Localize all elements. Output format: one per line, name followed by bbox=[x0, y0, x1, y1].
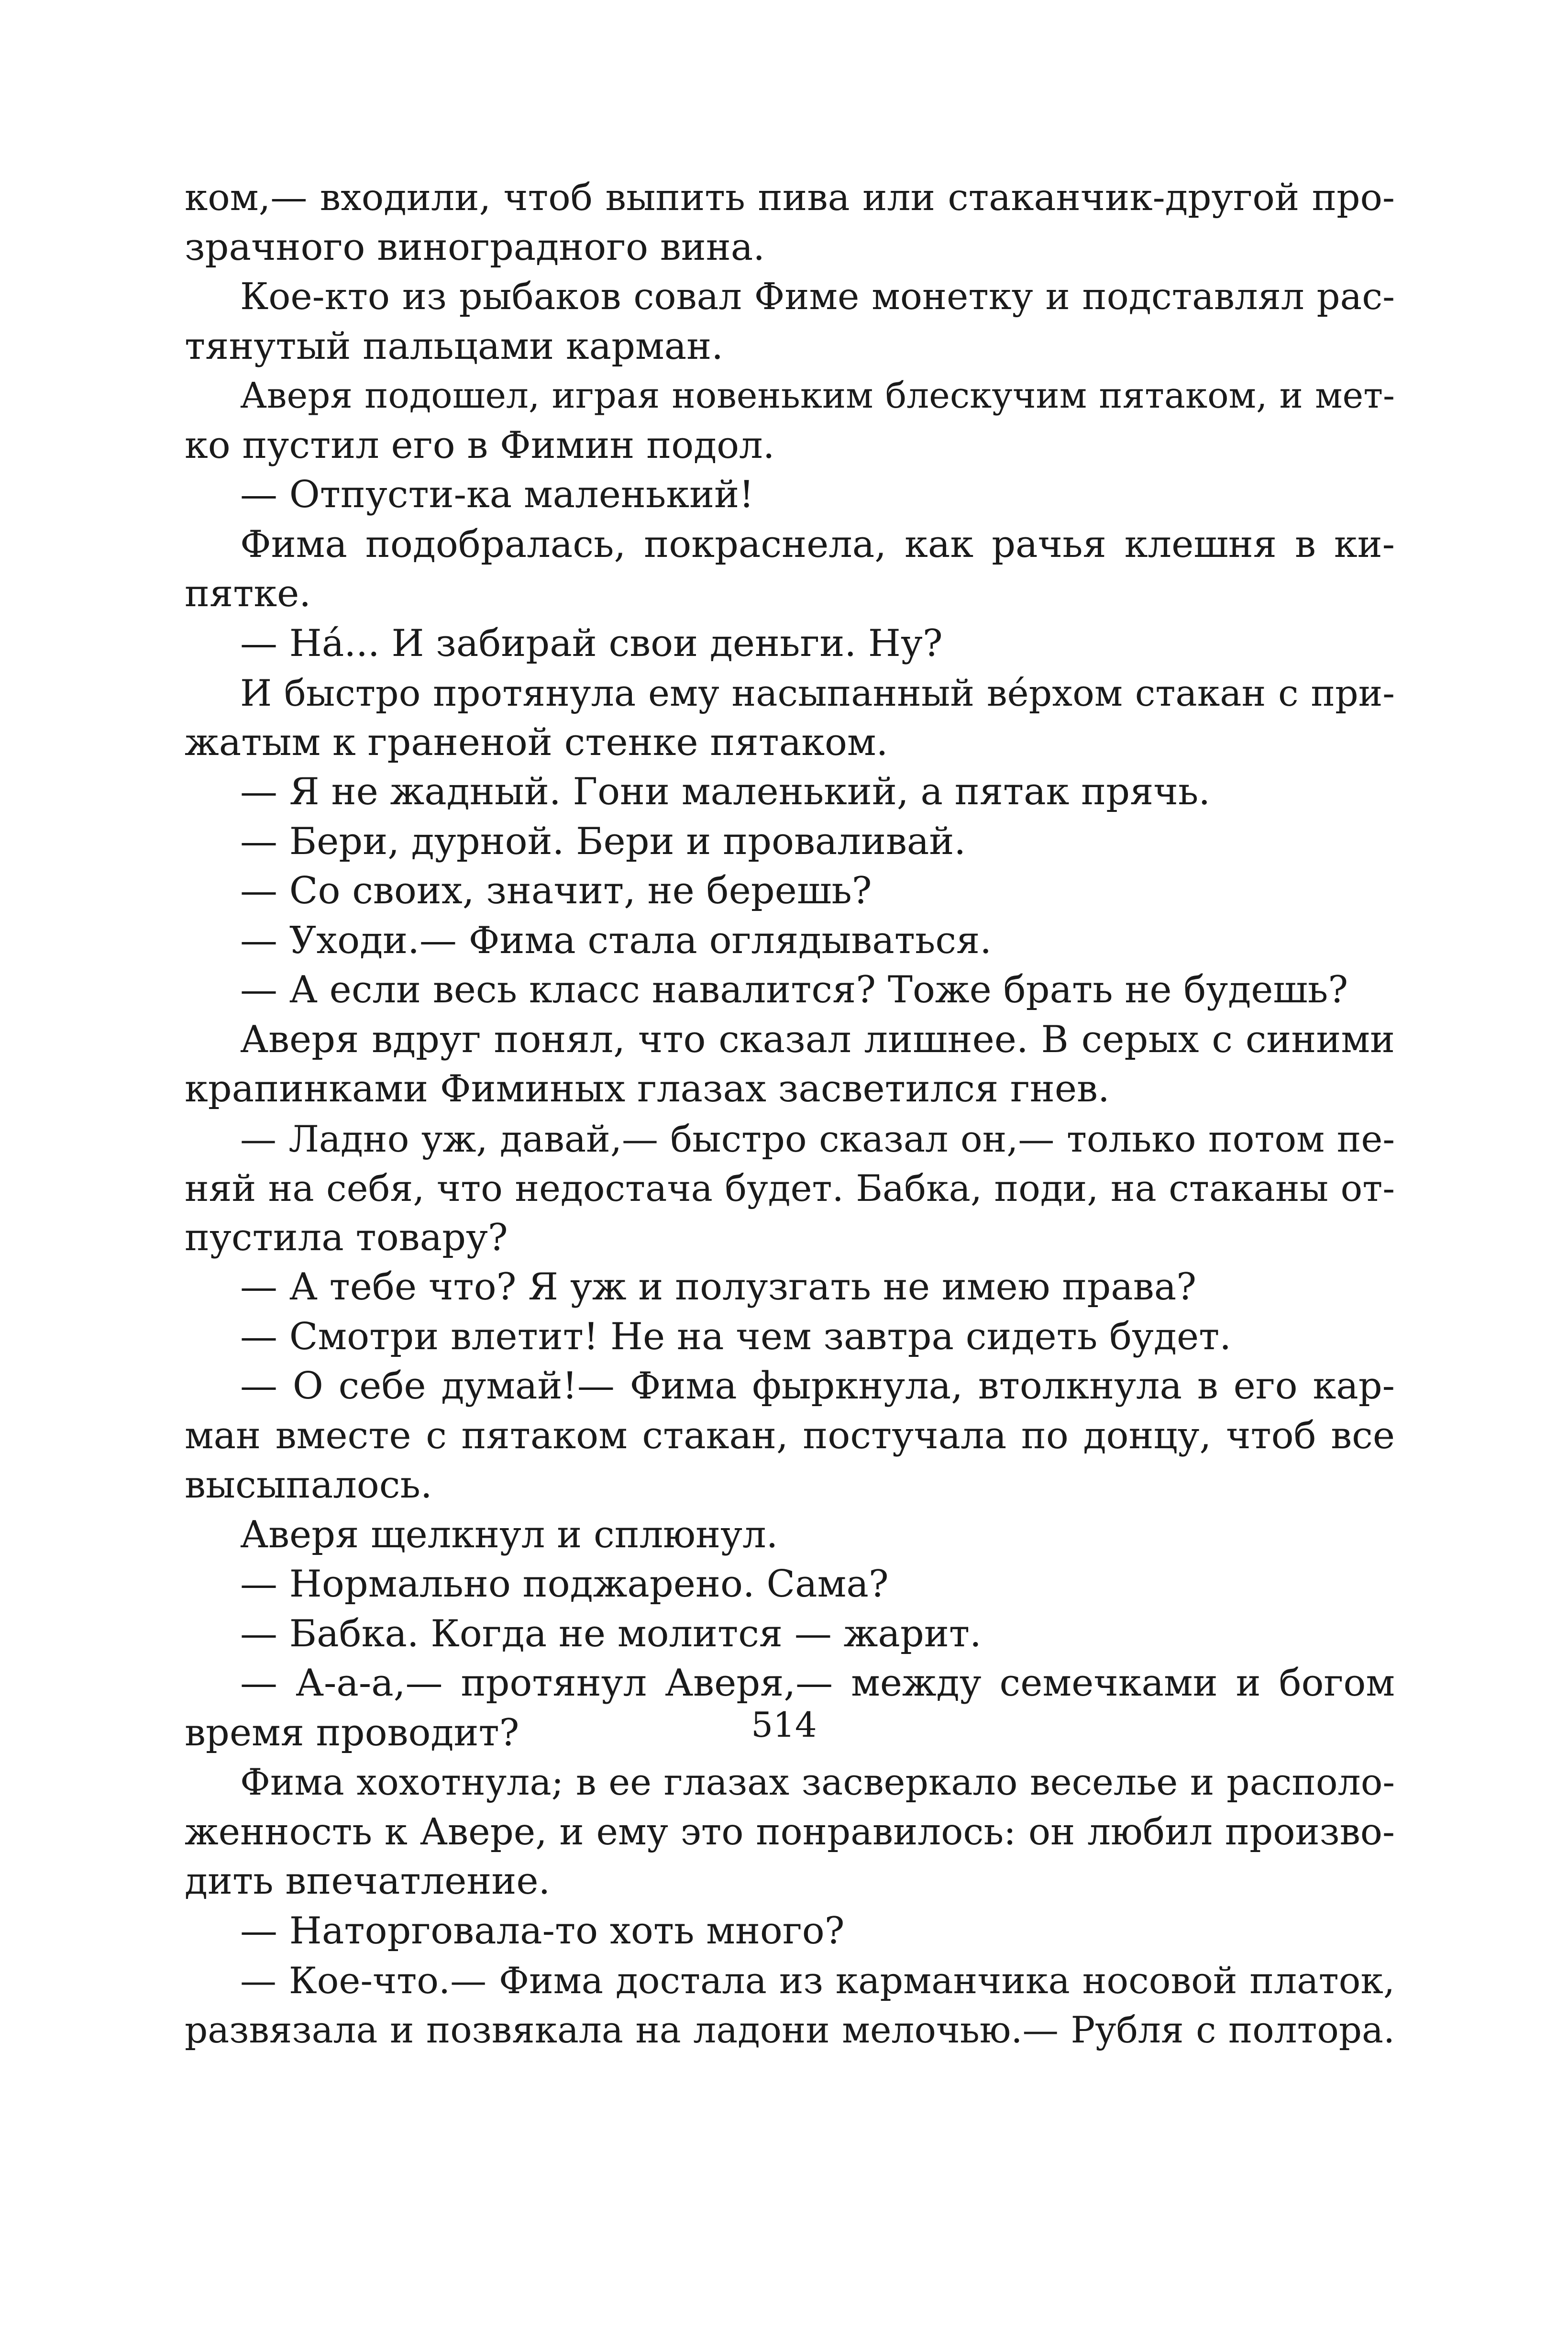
text-line: время проводит? bbox=[185, 1711, 519, 1754]
text-line: ман вместе с пятаком стакан, постучала по донцу, чтоб все bbox=[185, 1414, 1395, 1457]
page-number: 514 bbox=[751, 1705, 817, 1745]
text-line: — Бабка. Когда не молится — жарит. bbox=[240, 1612, 982, 1655]
text-line: дить впечатление. bbox=[185, 1860, 551, 1903]
text-line: Аверя щелкнул и сплюнул. bbox=[240, 1513, 778, 1556]
text-line: — А-а-а,— протянул Аверя,— между семечками и богом bbox=[240, 1662, 1395, 1705]
text-line: — Со своих, значит, не берешь? bbox=[240, 869, 872, 912]
text-line: — Кое-что.— Фима достала из карманчика носовой платок, bbox=[240, 1959, 1395, 2002]
text-line: И быстро протянула ему насыпанный ве́рхом стакан с при- bbox=[240, 672, 1395, 714]
text-line: — На́... И забирай свои деньги. Ну? bbox=[240, 621, 943, 665]
text-line: Кое-кто из рыбаков совал Фиме монетку и подставлял рас- bbox=[240, 276, 1395, 318]
text-line: высыпалось. bbox=[185, 1464, 432, 1507]
text-line: — Ладно уж, давай,— быстро сказал он,— только потом пе- bbox=[240, 1117, 1395, 1160]
text-line: Фима подобралась, покраснела, как рачья клешня в ки- bbox=[240, 522, 1395, 566]
text-line: — О себе думай!— Фима фыркнула, втолкнула в его кар- bbox=[240, 1365, 1395, 1408]
text-line: Аверя подошел, играя новеньким блескучим пятаком, и мет- bbox=[240, 375, 1395, 416]
text-line: няй на себя, что недостача будет. Бабка, поди, на стаканы от- bbox=[185, 1167, 1395, 1209]
text-line: Фима хохотнула; в ее глазах засверкало веселье и располо- bbox=[240, 1761, 1395, 1803]
text-line: ко пустил его в Фимин подол. bbox=[185, 423, 775, 467]
text-line: пустила товару? bbox=[185, 1216, 508, 1259]
text-line: — Наторговала-то хоть много? bbox=[240, 1909, 845, 1953]
text-line: — Отпусти-ка маленький! bbox=[240, 473, 754, 516]
text-line: — Бери, дурной. Бери и проваливай. bbox=[240, 820, 966, 863]
text-line: Аверя вдруг понял, что сказал лишнее. В серых с синими bbox=[240, 1018, 1395, 1061]
text-line: жатым к граненой стенке пятаком. bbox=[185, 721, 888, 764]
text-line: развязала и позвякала на ладони мелочью.— Рубля с полтора. bbox=[185, 2008, 1395, 2051]
text-line: — Уходи.— Фима стала оглядываться. bbox=[240, 919, 992, 962]
text-line: — Смотри влетит! Не на чем завтра сидеть будет. bbox=[240, 1315, 1232, 1358]
text-line: женность к Авере, и ему это понравилось: он любил произво- bbox=[185, 1810, 1395, 1853]
text-line: пятке. bbox=[185, 572, 311, 615]
text-line: тянутый пальцами карман. bbox=[185, 324, 724, 368]
text-body bbox=[185, 173, 1395, 2055]
text-line: ком,— входили, чтоб выпить пива или стаканчик-другой про- bbox=[185, 176, 1395, 219]
text-line: — Нормально поджарено. Сама? bbox=[240, 1563, 889, 1606]
text-line: крапинками Фиминых глазах засветился гнев. bbox=[185, 1067, 1110, 1110]
text-line: — А если весь класс навалится? Тоже брать не будешь? bbox=[240, 968, 1348, 1011]
text-line: — А тебе что? Я уж и полузгать не имею права? bbox=[240, 1265, 1197, 1309]
text-line: — Я не жадный. Гони маленький, а пятак прячь. bbox=[240, 770, 1211, 813]
text-line: зрачного виноградного вина. bbox=[185, 225, 765, 269]
